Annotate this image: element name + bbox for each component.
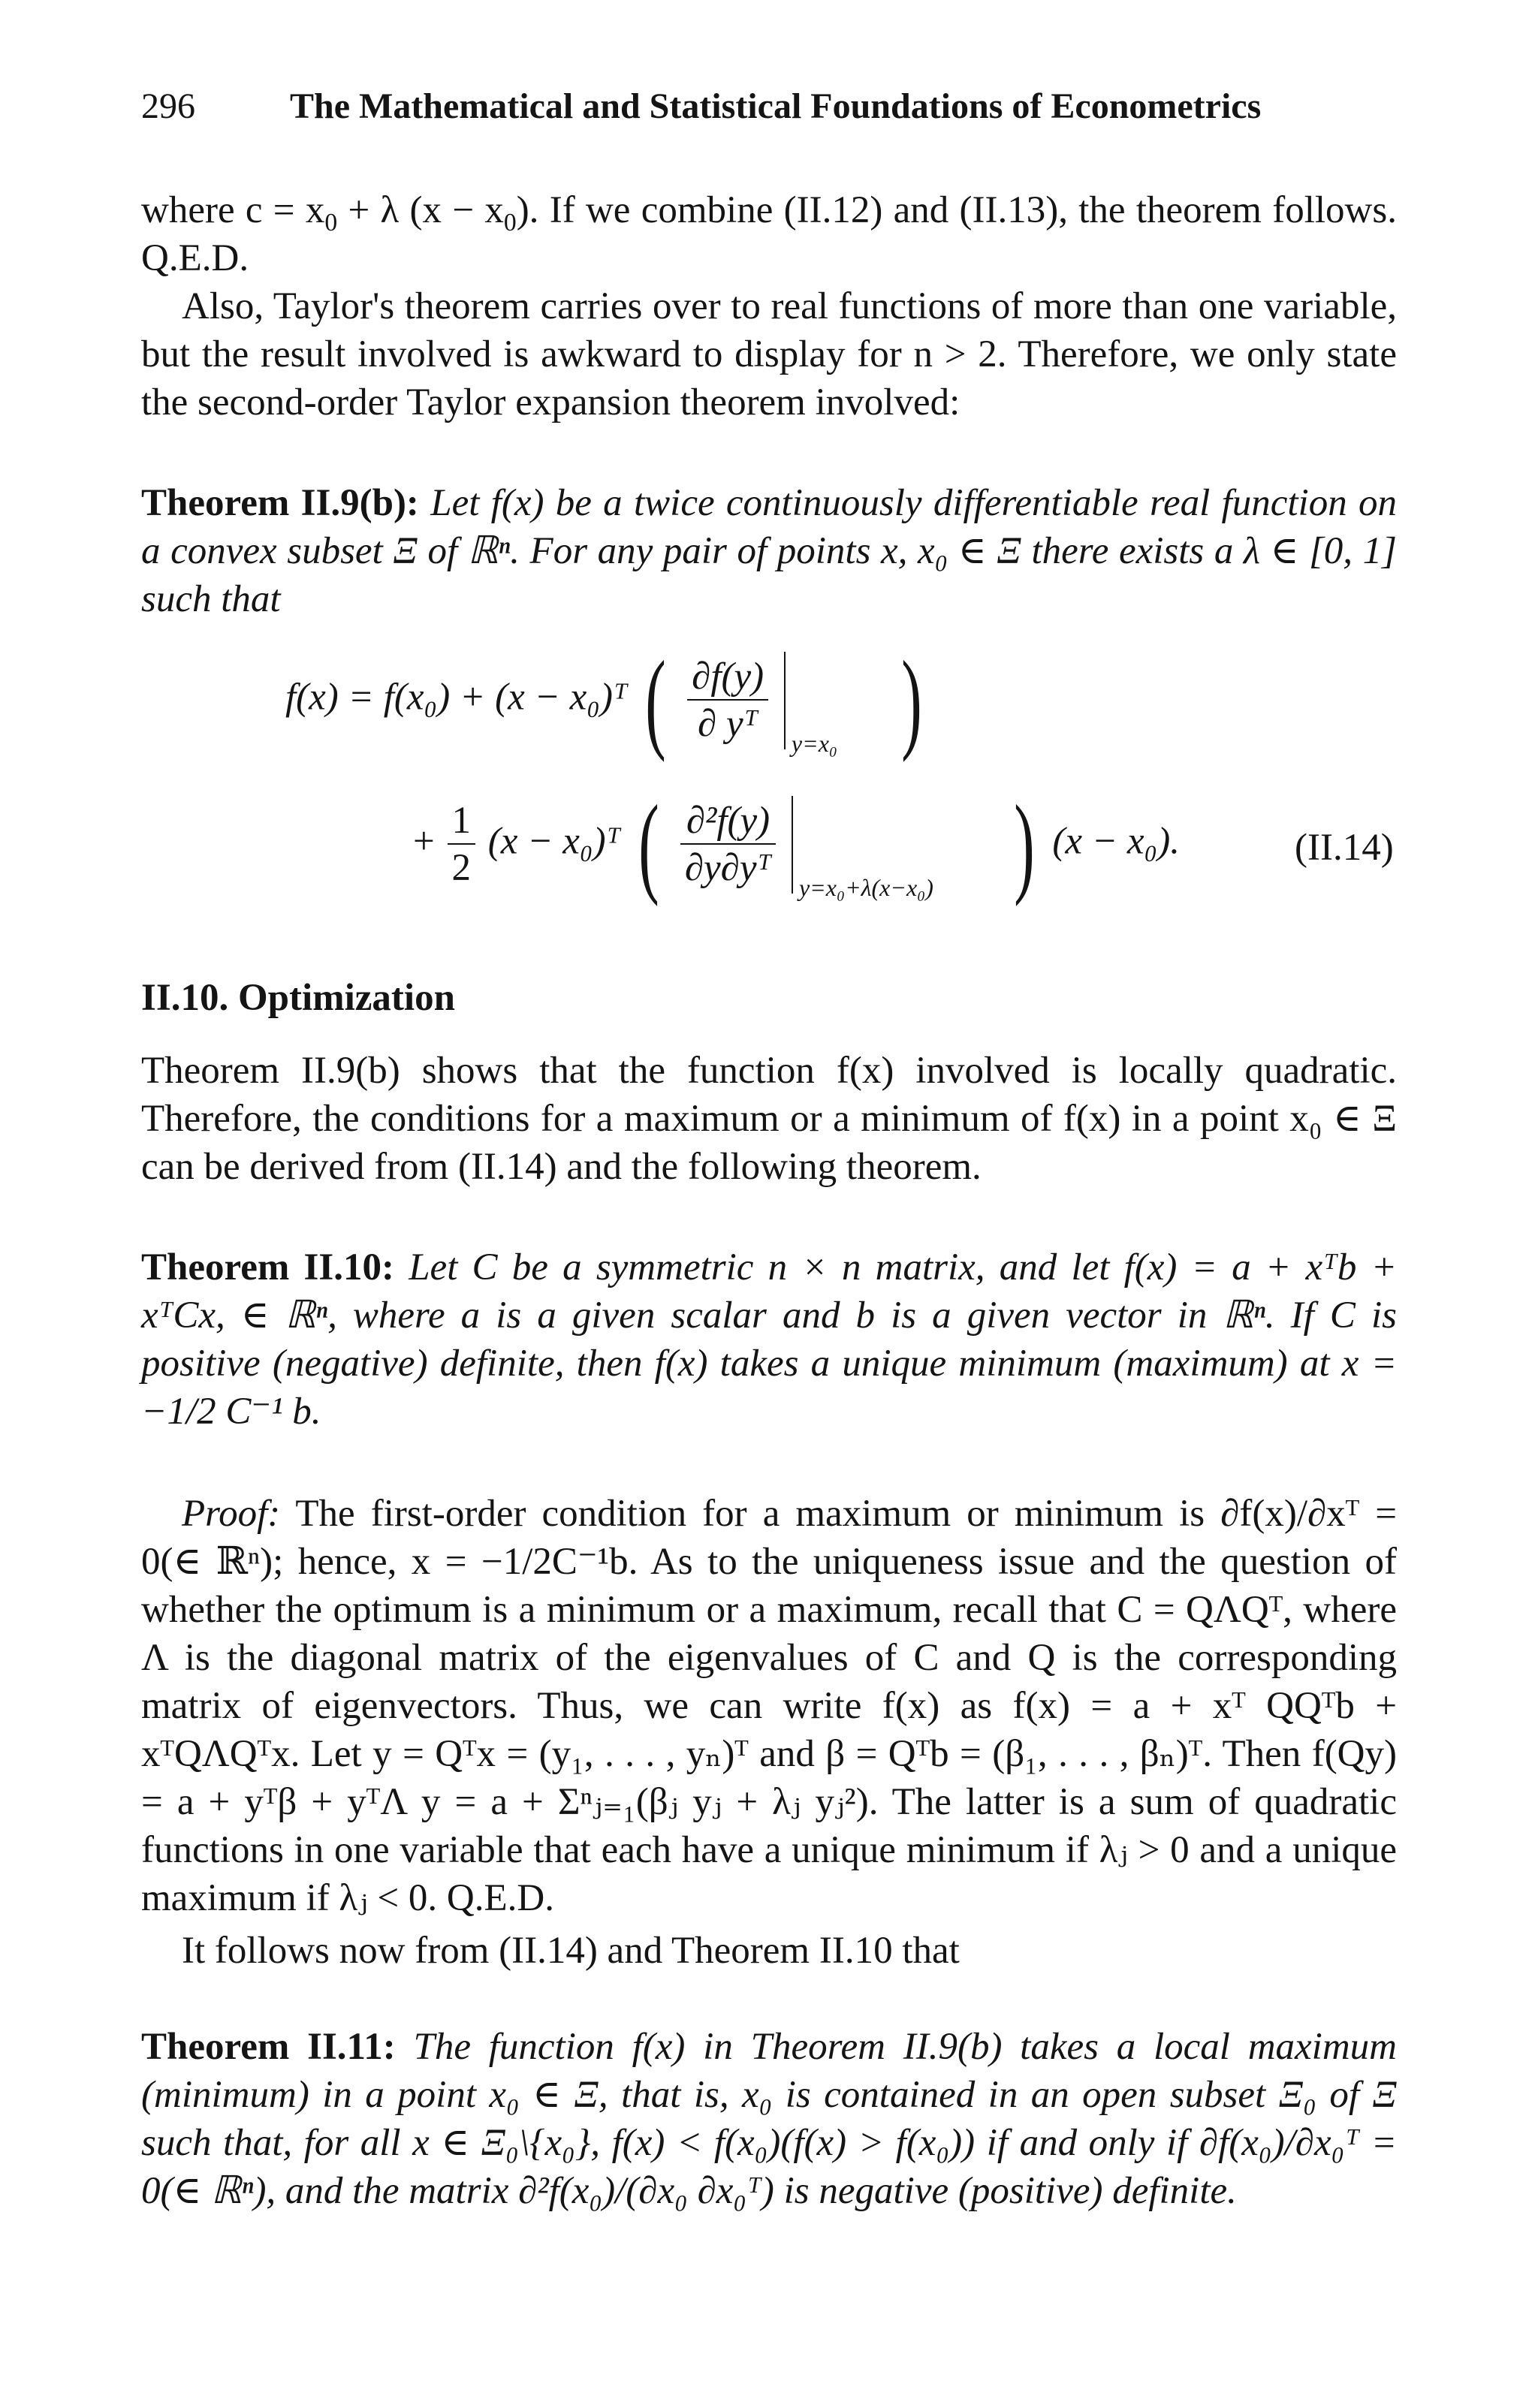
paragraph-taylor-multivariate: Also, Taylor's theorem carries over to real functions of more than one variable, but the result involved is awkward to display for n > 2. Therefore, we only state the second-order Taylor expansion theorem involved:: [141, 285, 1397, 423]
left-paren-2: (: [638, 782, 659, 907]
theorem-ii11-body: The function f(x) in Theorem II.9(b) takes a local maximum (minimum) in a point x₀ ∈ Ξ, that is, x₀ is contained in an open subset Ξ₀ of Ξ such that, for all x ∈ Ξ₀\{x₀}, f(x) < f(x₀)(f(x) > f(x₀)) if and only if ∂f(x₀)/∂x₀ᵀ = 0(∈ ℝⁿ), and the matrix ∂²f(x₀)/(∂x₀ ∂x₀ᵀ) is negative (positive) definite.: [141, 2026, 1398, 2212]
theorem-ii10-label: Theorem II.10:: [141, 1246, 394, 1288]
right-paren-2: ): [1013, 782, 1035, 907]
theorem-ii9b: [141, 479, 1397, 623]
eq-half-num: 1: [451, 800, 472, 842]
eq-line1-fraction: [687, 655, 768, 745]
theorem-ii10-body: Let C be a symmetric n × n matrix, and let f(x) = a + xᵀb + xᵀCx, ∈ ℝⁿ, where a is a given scalar and b is a given vector in ℝⁿ. If C is positive (negative) definite, then f(x) takes a unique minimum (maximum) at x = −1/2 C⁻¹ b.: [141, 1246, 1397, 1433]
eq-line1-eval: y=x₀: [791, 730, 838, 757]
theorem-ii10: [141, 1243, 1397, 1436]
theorem-ii9b-body: Let f(x) be a twice continuously differentiable real function on a convex subset Ξ of ℝⁿ. For any pair of points x, x₀ ∈ Ξ there exists a λ ∈ [0, 1] such that: [141, 482, 1397, 620]
eq-line2-eval: y=x₀+λ(x−x₀): [798, 874, 933, 901]
equation-ii14-line1: [285, 638, 930, 763]
running-title: The Mathematical and Statistical Foundations of Econometrics: [290, 86, 1262, 126]
eq-line2-rhs: (x − x₀).: [1052, 820, 1181, 863]
proof-body: The first-order condition for a maximum or minimum is ∂f(x)/∂xᵀ = 0(∈ ℝⁿ); hence, x = −1/2C⁻¹b. As to the uniqueness issue and the question of whether the optimum is a minimum or a maximum, recall that C = QΛQᵀ, where Λ is the diagonal matrix of the eigenvalues of C and Q is the corresponding matrix of eigenvectors. Thus, we can write f(x) as f(x) = a + xᵀ QQᵀb + xᵀQΛQᵀx. Let y = Qᵀx = (y₁, . . . , yₙ)ᵀ and β = Qᵀb = (β₁, . . . , βₙ)ᵀ. Then f(Qy) = a + yᵀβ + yᵀΛ y = a + Σⁿⱼ₌₁(βⱼ yⱼ + λⱼ yⱼ²). The latter is a sum of quadratic functions in one variable that each have a unique minimum if λⱼ > 0 and a unique maximum if λⱼ < 0. Q.E.D.: [141, 1493, 1397, 1919]
proof-label: Proof:: [182, 1493, 281, 1535]
paragraph-proof-end: where $c = x_0 + \lambda$ $(x - x_0)$. If we combine (II.12) and (II.13), the theorem follows. Q.E.D.: [141, 189, 1397, 279]
right-paren: ): [900, 638, 922, 763]
para1-c: ). If we combine (II.12) and (II.13), the theorem follows. Q.E.D.: [141, 189, 1397, 279]
paragraph-locally-quadratic: Theorem II.9(b) shows that the function f(x) involved is locally quadratic. Therefore, the conditions for a maximum or a minimum of f(x) in a point x₀ ∈ Ξ can be derived from (II.14) and the following theorem.: [141, 1050, 1397, 1188]
theorem-ii11: [141, 2023, 1397, 2215]
theorem-ii11-label: Theorem II.11:: [141, 2026, 396, 2068]
section-heading: II.10. Optimization: [141, 977, 455, 1019]
para1-b: + λ (x − x: [337, 189, 504, 231]
eq-line1-num: ∂f(y): [692, 655, 764, 698]
left-paren: (: [645, 638, 667, 763]
para1-a: where c = x: [141, 189, 325, 231]
equation-number: (II.14): [1295, 827, 1394, 869]
proof-block: [141, 1490, 1397, 1922]
paragraph-follows: It follows now from (II.14) and Theorem II.10 that: [182, 1930, 960, 1972]
eq-line2-fraction: [680, 802, 776, 888]
eq-line1-lhs: f(x) = f(x₀) + (x − x₀)ᵀ: [285, 676, 628, 719]
eq-line2-num: ∂²f(y): [686, 800, 771, 842]
eq-line2-mid: (x − x₀)ᵀ: [487, 820, 621, 863]
eq-line2-plus: +: [413, 820, 435, 863]
page-number: 296: [141, 86, 195, 126]
eq-line1-den: ∂ yᵀ: [687, 699, 768, 743]
eq-half-den: 2: [448, 843, 476, 888]
theorem-ii9b-label: Theorem II.9(b):: [141, 482, 419, 524]
eq-half-fraction: [448, 802, 476, 888]
eq-line2-den: ∂y∂yᵀ: [680, 843, 776, 888]
equation-ii14-line2: [413, 782, 1181, 907]
eq-line1-eval-bar: [784, 652, 838, 757]
eq-line2-eval-bar: [792, 796, 933, 901]
